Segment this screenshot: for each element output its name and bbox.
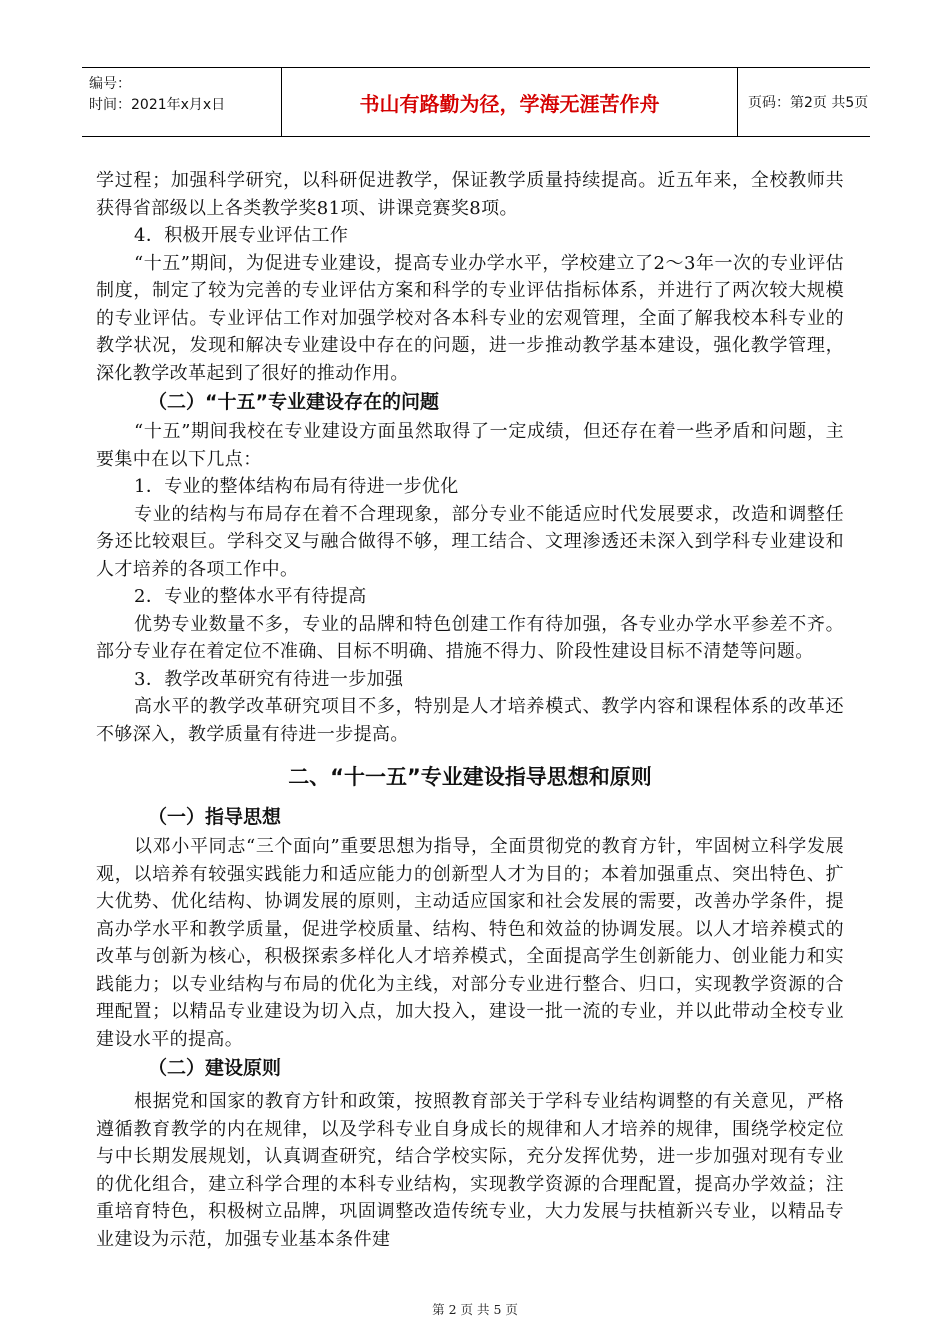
list-item-4: 4．积极开展专业评估工作 [134,225,349,246]
list-item-3: 3．教学改革研究有待进一步加强 [134,668,404,690]
header-time-label: 时间：2021年x月x日 [89,97,226,113]
header-page-label: 页码：第2页 共5页 [748,95,869,111]
paragraph-8: 根据党和国家的教育方针和政策，按照教育部关于学科专业结构调整的有关意见，严格遵循教育教学的内在规律，以及学科专业自身成长的规律和人才培养的规律，围绕学校定位与中长期发展规划，认真调查研究，结合学校实际，充分发挥优势，进一步加强对现有专业的优化组合，建立科学合理的本科专业结构，实现教学资源的合理配置，提高办学效益；注重培育特色，积极树立品牌，巩固调整改造传统专业，大力发展与扶植新兴专业，以精品专业建设为示范，加强专业基本条件建 [96,1091,844,1250]
section-heading-guiding: （一）指导思想 [148,806,282,828]
section-heading-problems: （二）“十五”专业建设存在的问题 [148,391,439,413]
paragraph-6: 高水平的教学改革研究项目不多，特别是人才培养模式、教学内容和课程体系的改革还不够深入，教学质量有待进一步提高。 [96,696,844,745]
header-meta-cell [82,68,282,136]
list-item-2: 2．专业的整体水平有待提高 [134,586,367,607]
header-number-label: 编号： [89,76,131,92]
document-header [82,67,870,137]
document-body [96,167,844,1253]
list-item-1: 1．专业的整体结构布局有待进一步优化 [134,476,459,497]
paragraph-2: “十五”期间，为促进专业建设，提高专业办学水平，学校建立了2～3年一次的专业评估制度，制定了较为完善的专业评估方案和科学的专业评估指标体系，并进行了两次较大规模的专业评估。专业评估工作对加强学校对各本科专业的宏观管理，全面了解我校本科专业的教学状况，发现和解决专业建设中存在的问题，进一步推动教学基本建设，强化教学管理，深化教学改革起到了很好的推动作用。 [96,252,844,384]
paragraph-5: 优势专业数量不多，专业的品牌和特色创建工作有待加强，各专业办学水平参差不齐。部分专业存在着定位不准确、目标不明确、措施不得力、阶段性建设目标不清楚等问题。 [96,613,844,662]
paragraph-4: 专业的结构与布局存在着不合理现象，部分专业不能适应时代发展要求，改造和调整任务还比较艰巨。学科交叉与融合做得不够，理工结合、文理渗透还未深入到学科专业建设和人才培养的各项工作中。 [96,503,844,580]
chapter-heading-guiding: 二、“十一五”专业建设指导思想和原则 [288,765,652,789]
paragraph-1: 学过程；加强科学研究，以科研促进教学，保证教学质量持续提高。近五年来，全校教师共获得省部级以上各类教学奖81项、讲课竞赛奖8项。 [96,170,844,219]
section-heading-principles: （二）建设原则 [148,1057,282,1079]
paragraph-3: “十五”期间我校在专业建设方面虽然取得了一定成绩，但还存在着一些矛盾和问题，主要集中在以下几点： [96,421,844,470]
paragraph-7: 以邓小平同志“三个面向”重要思想为指导，全面贯彻党的教育方针，牢固树立科学发展观，以培养有较强实践能力和适应能力的创新型人才为目的；本着加强重点、突出特色、扩大优势、优化结构、协调发展的原则，主动适应国家和社会发展的需要，改善办学条件，提高办学水平和教学质量，促进学校质量、结构、特色和效益的协调发展。以人才培养模式的改革与创新为核心，积极探索多样化人才培养模式，全面提高学生创新能力、创业能力和实践能力；以专业结构与布局的优化为主线，对部分专业进行整合、归口，实现教学资源的合理配置；以精品专业建设为切入点，加大投入，建设一批一流的专业，并以此带动全校专业建设水平的提高。 [96,836,844,1050]
header-motto: 书山有路勤为径，学海无涯苦作舟 [282,68,738,136]
page-footer: 第 2 页 共 5 页 [432,1302,518,1317]
